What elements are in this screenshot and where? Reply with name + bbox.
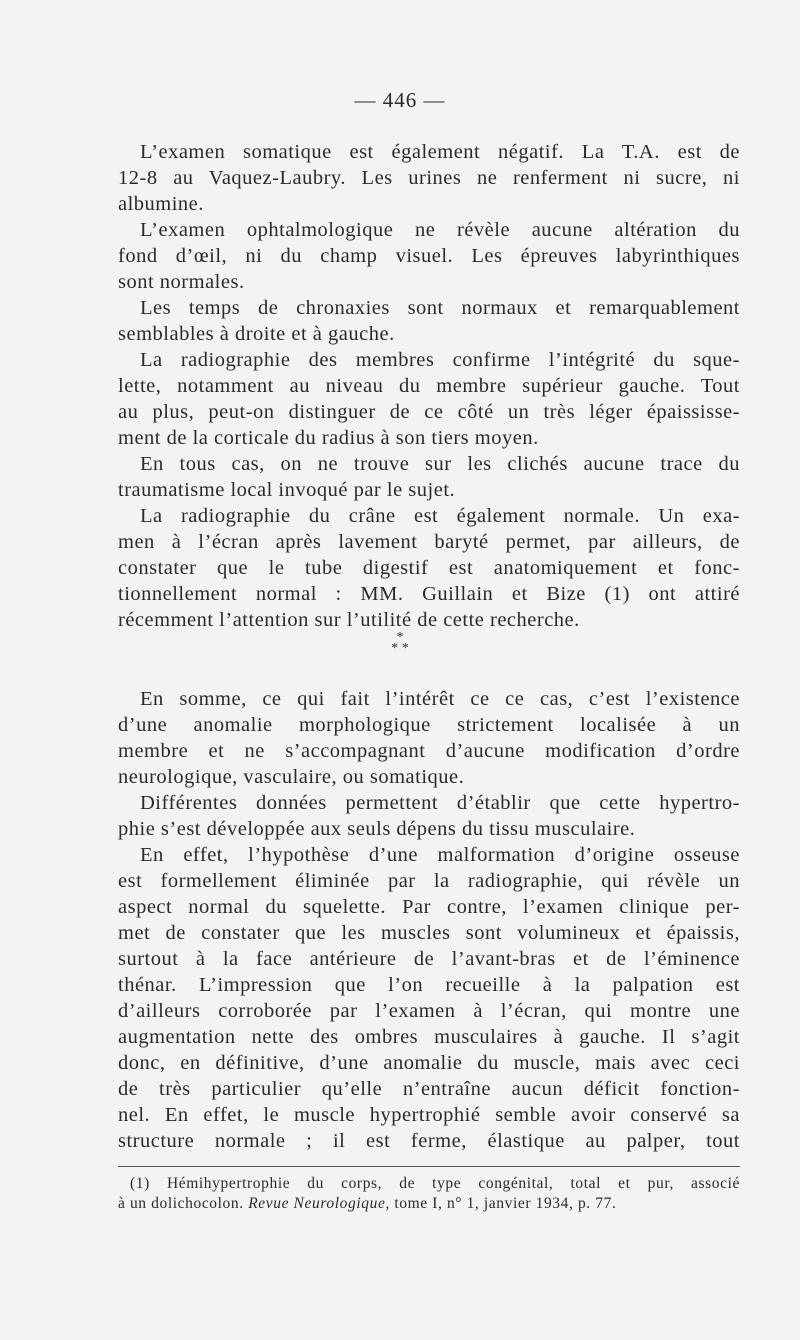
text-line: met de constater que les muscles sont volumineux et épaissis, bbox=[118, 922, 740, 944]
text-line: d’une anomalie morphologique strictement localisée à un bbox=[118, 714, 740, 736]
text-line: lette, notamment au niveau du membre supérieur gauche. Tout bbox=[118, 375, 740, 397]
text-line: En effet, l’hypothèse d’une malformation d’origine osseuse bbox=[140, 844, 740, 866]
journal-title: Revue Neurologique, bbox=[248, 1195, 390, 1212]
footnote-line: (1) Hémihypertrophie du corps, de type congénital, total et pur, associé bbox=[130, 1175, 740, 1192]
text-line: La radiographie des membres confirme l’intégrité du sque- bbox=[140, 349, 740, 371]
text-line: L’examen somatique est également négatif. La T.A. est de bbox=[140, 141, 740, 163]
text-line: albumine. bbox=[118, 193, 204, 215]
text-line: thénar. L’impression que l’on recueille à la palpation est bbox=[118, 974, 740, 996]
text-line: En tous cas, on ne trouve sur les clichés aucune trace du bbox=[140, 453, 740, 475]
text-line: nel. En effet, le muscle hypertrophié semble avoir conservé sa bbox=[118, 1104, 740, 1126]
text-line: neurologique, vasculaire, ou somatique. bbox=[118, 766, 465, 788]
text-line: d’ailleurs corroborée par l’examen à l’écran, qui montre une bbox=[118, 1000, 740, 1022]
text-line: phie s’est développée aux seuls dépens du tissu musculaire. bbox=[118, 818, 636, 840]
text-line: semblables à droite et à gauche. bbox=[118, 323, 395, 345]
section-1 bbox=[118, 139, 740, 633]
text-line: de très particulier qu’elle n’entraîne aucun déficit fonction- bbox=[118, 1078, 740, 1100]
text-line: Différentes données permettent d’établir que cette hypertro- bbox=[140, 792, 740, 814]
text-line: surtout à la face antérieure de l’avant-bras et de l’éminence bbox=[118, 948, 740, 970]
text-line: men à l’écran après lavement baryté permet, par ailleurs, de bbox=[118, 531, 740, 553]
text-line: sont normales. bbox=[118, 271, 245, 293]
text-line: membre et ne s’accompagnant d’aucune modification d’ordre bbox=[118, 740, 740, 762]
text-line: Les temps de chronaxies sont normaux et remarquablement bbox=[140, 297, 740, 319]
text-line: tionnellement normal : MM. Guillain et Bize (1) ont attiré bbox=[118, 583, 740, 605]
footnote-text: tome I, n° 1, janvier 1934, p. 77. bbox=[389, 1195, 617, 1212]
text-line: traumatisme local invoqué par le sujet. bbox=[118, 479, 456, 501]
text-line: au plus, peut-on distinguer de ce côté un très léger épaississe- bbox=[118, 401, 740, 423]
text-line: 12-8 au Vaquez-Laubry. Les urines ne renferment ni sucre, ni bbox=[118, 167, 740, 189]
section-2 bbox=[118, 686, 740, 1154]
footnote bbox=[118, 1174, 740, 1214]
text-line: donc, en définitive, d’une anomalie du muscle, mais avec ceci bbox=[118, 1052, 740, 1074]
page-number: — 446 — bbox=[354, 88, 446, 112]
text-line: L’examen ophtalmologique ne révèle aucune altération du bbox=[140, 219, 740, 241]
text-line: structure normale ; il est ferme, élastique au palper, tout bbox=[118, 1130, 740, 1152]
text-line: récemment l’attention sur l’utilité de cette recherche. bbox=[118, 609, 580, 631]
asterism-bottom: * * bbox=[391, 641, 409, 656]
text-line: augmentation nette des ombres musculaires à gauche. Il s’agit bbox=[118, 1026, 740, 1048]
text-line: ment de la corticale du radius à son tiers moyen. bbox=[118, 427, 539, 449]
text-line: est formellement éliminée par la radiographie, qui révèle un bbox=[118, 870, 740, 892]
text-line: En somme, ce qui fait l’intérêt ce ce cas, c’est l’existence bbox=[140, 688, 740, 710]
footnote-divider bbox=[118, 1166, 740, 1167]
footnote-text: à un dolichocolon. bbox=[118, 1195, 249, 1212]
text-line: aspect normal du squelette. Par contre, l’examen clinique per- bbox=[118, 896, 740, 918]
text-line: fond d’œil, ni du champ visuel. Les épreuves labyrinthiques bbox=[118, 245, 740, 267]
footnote-line bbox=[118, 1194, 740, 1214]
asterism bbox=[0, 632, 800, 654]
asterism-top: * bbox=[396, 630, 404, 645]
text-line: La radiographie du crâne est également normale. Un exa- bbox=[140, 505, 740, 527]
text-line: constater que le tube digestif est anatomiquement et fonc- bbox=[118, 557, 740, 579]
